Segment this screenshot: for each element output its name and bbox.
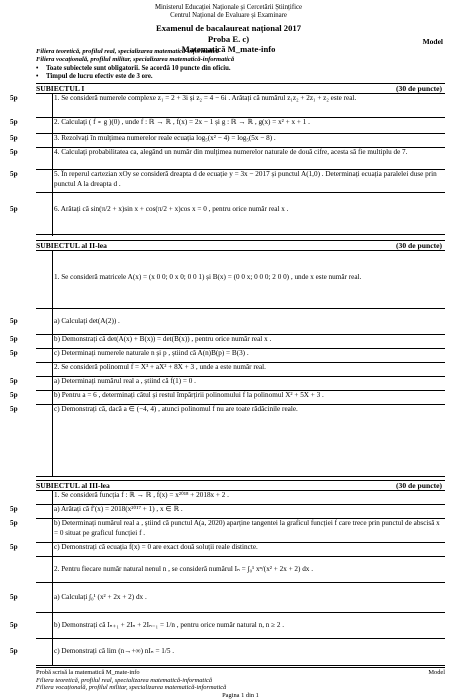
- points-label: 5p: [10, 94, 18, 102]
- problem-text: c) Determinați numerele naturale n și p , știind că A(n)B(p) = B(3) .: [54, 349, 249, 357]
- problem-row: [10, 308, 445, 335]
- points-label: 5p: [10, 621, 18, 629]
- problem-row: [10, 169, 445, 193]
- problem-row: [36, 556, 445, 583]
- problem-text: 2. Pentru fiecare număr natural nenul n , se consideră numărul Iₙ = ∫₀¹ xⁿ/(x² + 2x + 2) dx .: [54, 565, 313, 573]
- rule-bullet: • Toate subiectele sunt obligatorii. Se acordă 10 puncte din oficiu.: [36, 65, 231, 73]
- problem-row: [10, 542, 445, 557]
- points-label: 5p: [10, 377, 18, 385]
- points-label: 5p: [10, 205, 18, 213]
- points-label: 5p: [10, 519, 18, 527]
- problem-row: [10, 582, 445, 613]
- problem-text: 1. Se consideră matricele A(x) = (x 0 0; 0 x 0; 0 0 1) și B(x) = (0 0 x; 0 0 0; 2 0 0) , unde x este număr real.: [54, 273, 362, 281]
- problem-row: [10, 93, 445, 118]
- points-label: 5p: [10, 317, 18, 325]
- problem-text: 1. Se consideră numerele complexe z₁ = 2 + 3i și z₂ = 4 − 6i . Arătați că numărul z₁z₂ + 2z₁ + z₂ este real.: [54, 94, 357, 102]
- problem-row: [10, 192, 445, 235]
- filiera-line: Filiera vocațională, profilul militar, specializarea matematică-informatică: [36, 56, 235, 63]
- problem-text: 5. În reperul cartezian xOy se consideră dreapta d de ecuație y = 3x − 2017 și punctul A(1,0) . Determinați ecuația paralelei duse prin punctul A la dreapta d .: [54, 170, 437, 188]
- model-label: Model: [422, 37, 443, 46]
- problem-text: c) Demonstrați că ecuația f(x) = 0 are exact două soluții reale distincte.: [54, 543, 258, 551]
- filiera-line: Filiera teoretică, profilul real, specializarea matematică-informatică: [36, 48, 219, 55]
- center-name: Centrul Național de Evaluare și Examinare: [170, 12, 287, 19]
- footer-model: Model: [428, 669, 445, 676]
- ministry-name: Ministerul Educației Naționale și Cercetării Științifice: [154, 4, 303, 11]
- problem-row: [36, 362, 445, 377]
- points-label: 5p: [10, 405, 18, 413]
- points-label: 5p: [10, 505, 18, 513]
- problem-row: [36, 250, 445, 309]
- points-label: 5p: [10, 349, 18, 357]
- problem-text: 2. Calculați ( f ∘ g )(0) , unde f : ℝ → ℝ , f(x) = 2x − 1 și g : ℝ → ℝ , g(x) = x² + x + 1 .: [54, 118, 310, 126]
- points-label: 5p: [10, 391, 18, 399]
- problem-row: [10, 147, 445, 170]
- footer-line: Probă scrisă la matematică M_mate-info: [36, 669, 140, 676]
- problem-text: 3. Rezolvați în mulțimea numerelor reale ecuația log₅(x² − 4) = log₅(5x − 8) .: [54, 134, 276, 142]
- section-points: (30 de puncte): [396, 241, 442, 250]
- problem-row: [10, 376, 445, 391]
- problem-text: 6. Arătați că sin(π/2 + x)sin x + cos(π/2 + x)cos x = 0 , pentru orice număr real x .: [54, 205, 289, 213]
- problem-row: [10, 117, 445, 134]
- problem-row: [10, 133, 445, 148]
- problem-text: b) Demonstrați că Iₙ₊₁ + 2Iₙ + 2Iₙ₋₁ = 1/n , pentru orice număr natural n, n ≥ 2 .: [54, 621, 285, 629]
- problem-text: b) Pentru a = 6 , determinați câtul și restul împărțirii polinomului f la polinomul X² + 5X + 3 .: [54, 391, 324, 399]
- problem-row: [10, 504, 445, 519]
- exam-title: Examenul de bacalaureat național 2017: [156, 23, 301, 33]
- problem-row: [10, 348, 445, 363]
- problem-row: [10, 390, 445, 405]
- points-label: 5p: [10, 118, 18, 126]
- page-footer: [36, 667, 445, 699]
- section-points: (30 de puncte): [396, 84, 442, 93]
- problem-text: b) Determinați numărul real a , știind că punctul A(a, 2020) aparține tangentei la graficul funcției f care trece prin punctul de abscisă x = 0 situat pe graficul funcției f .: [54, 519, 440, 537]
- problem-text: a) Arătați că f′(x) = 2018(x²⁰¹⁷ + 1) , x ∈ ℝ .: [54, 505, 183, 513]
- problem-text: a) Calculați det(A(2)) .: [54, 317, 120, 325]
- problem-text: c) Demonstrați că lim (n→+∞) nIₙ = 1/5 .: [54, 647, 175, 655]
- points-label: 5p: [10, 170, 18, 178]
- problem-text: 2. Se consideră polinomul f = X³ + aX² + 8X + 3 , unde a este număr real.: [54, 363, 266, 371]
- problem-text: a) Calculați ∫₀¹ (x² + 2x + 2) dx .: [54, 593, 147, 601]
- footer-line: Filiera teoretică, profilul real, specializarea matematică-informatică: [36, 676, 213, 684]
- rule-bullet: • Timpul de lucru efectiv este de 3 ore.: [36, 73, 153, 81]
- points-label: 5p: [10, 647, 18, 655]
- problem-text: 1. Se consideră funcția f : ℝ → ℝ , f(x) = x²⁰¹⁸ + 2018x + 2 .: [54, 491, 229, 499]
- points-label: 5p: [10, 543, 18, 551]
- problem-text: b) Demonstrați că det(A(x) + B(x)) = det(B(x)) , pentru orice număr real x .: [54, 335, 272, 343]
- exam-proba: Proba E. c): [207, 33, 250, 44]
- points-label: 5p: [10, 134, 18, 142]
- problem-row: [36, 490, 445, 505]
- exam-subject: Matematică M_mate-info: [181, 44, 276, 54]
- header-institution: [0, 0, 457, 20]
- footer-line: Filiera vocațională, profilul militar, specializarea matematică-informatică: [36, 684, 227, 692]
- section-points: (30 de puncte): [396, 481, 442, 490]
- problem-text: a) Determinați numărul real a , știind că f(1) = 0 .: [54, 377, 196, 385]
- problem-row: [10, 404, 445, 477]
- problem-row: [10, 638, 445, 666]
- problem-row: [10, 518, 445, 543]
- problem-row: [10, 334, 445, 349]
- section-title: SUBIECTUL I: [36, 84, 85, 93]
- section-title: SUBIECTUL al II-lea: [36, 241, 107, 250]
- section-title: SUBIECTUL al III-lea: [36, 481, 110, 490]
- points-label: 5p: [10, 593, 18, 601]
- problem-row: [10, 612, 445, 639]
- problem-text: c) Demonstrați că, dacă a ∈ (−4, 4) , atunci polinomul f nu are toate rădăcinile reale.: [54, 405, 298, 413]
- points-label: 5p: [10, 335, 18, 343]
- points-label: 5p: [10, 148, 18, 156]
- problem-text: 4. Calculați probabilitatea ca, alegând un număr din mulțimea numerelor naturale de două cifre, acesta să fie multiplu de 7.: [54, 148, 408, 156]
- page-number: Pagina 1 din 1: [222, 691, 259, 699]
